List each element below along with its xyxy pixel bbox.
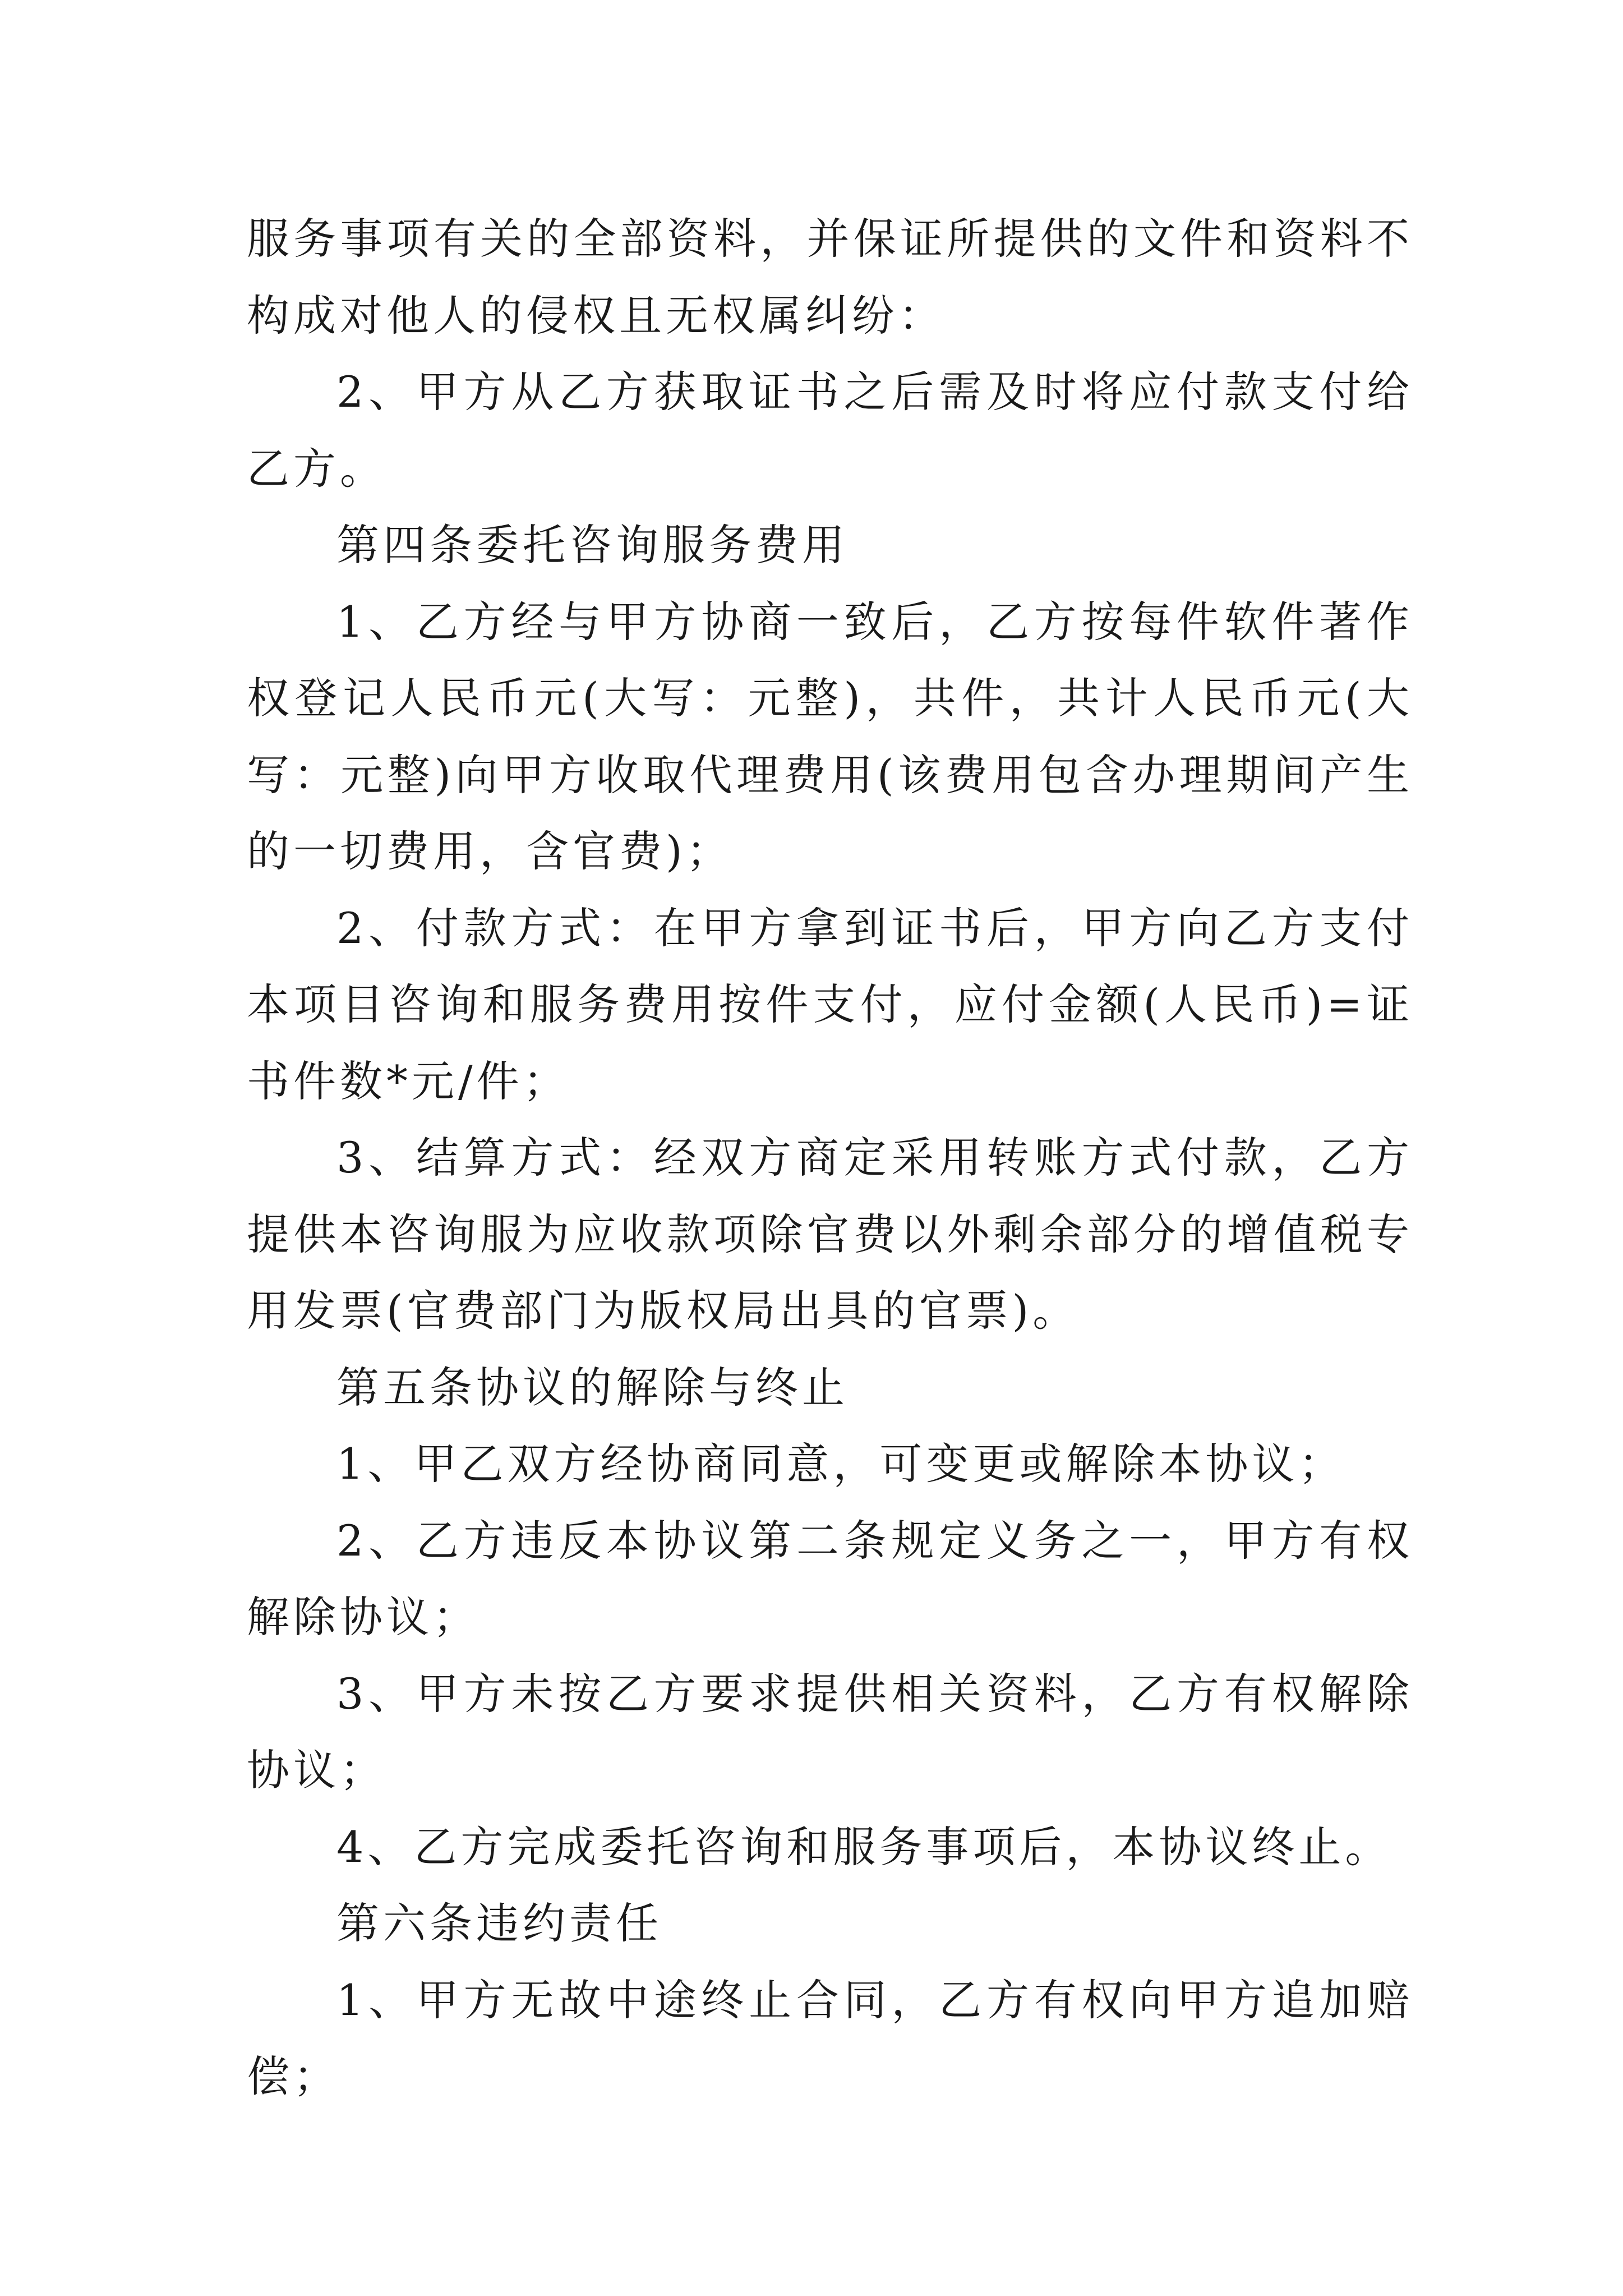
clause-4-item-2: 2、付款方式：在甲方拿到证书后，甲方向乙方支付本项目咨询和服务费用按件支付，应付金额(人民币)=证书件数*元/件； [247, 903, 1413, 1106]
clause-4-item-1: 1、乙方经与甲方协商一致后，乙方按每件软件著作权登记人民币元(大写：元整)，共件，共计人民币元(大写：元整)向甲方收取代理费用(该费用包含办理期间产生的一切费用，含官费)； [247, 596, 1413, 876]
article-6-heading: 第六条违约责任 [336, 1898, 662, 1948]
clause-4-item-3: 3、结算方式：经双方商定采用转账方式付款，乙方提供本咨询服为应收款项除官费以外剩余部分的增值税专用发票(官费部门为版权局出具的官票)。 [247, 1133, 1413, 1336]
clause-5-item-4: 4、乙方完成委托咨询和服务事项后，本协议终止。 [336, 1821, 1392, 1872]
clause-3-item-2: 2、甲方从乙方获取证书之后需及时将应付款支付给乙方。 [247, 367, 1413, 494]
clause-5-item-2: 2、乙方违反本协议第二条规定义务之一，甲方有权解除协议； [247, 1515, 1413, 1642]
document-body [247, 201, 1413, 2115]
clause-5-item-1: 1、甲乙双方经协商同意，可变更或解除本协议； [336, 1439, 1345, 1489]
clause-5-item-3: 3、甲方未按乙方要求提供相关资料，乙方有权解除协议； [247, 1668, 1413, 1795]
article-4-heading: 第四条委托咨询服务费用 [336, 520, 849, 570]
article-5-heading: 第五条协议的解除与终止 [336, 1362, 849, 1412]
clause-6-item-1: 1、甲方无故中途终止合同，乙方有权向甲方追加赔偿； [247, 1975, 1413, 2101]
paragraph-continuation: 服务事项有关的全部资料，并保证所提供的文件和资料不构成对他人的侵权且无权属纠纷： [247, 214, 1413, 341]
